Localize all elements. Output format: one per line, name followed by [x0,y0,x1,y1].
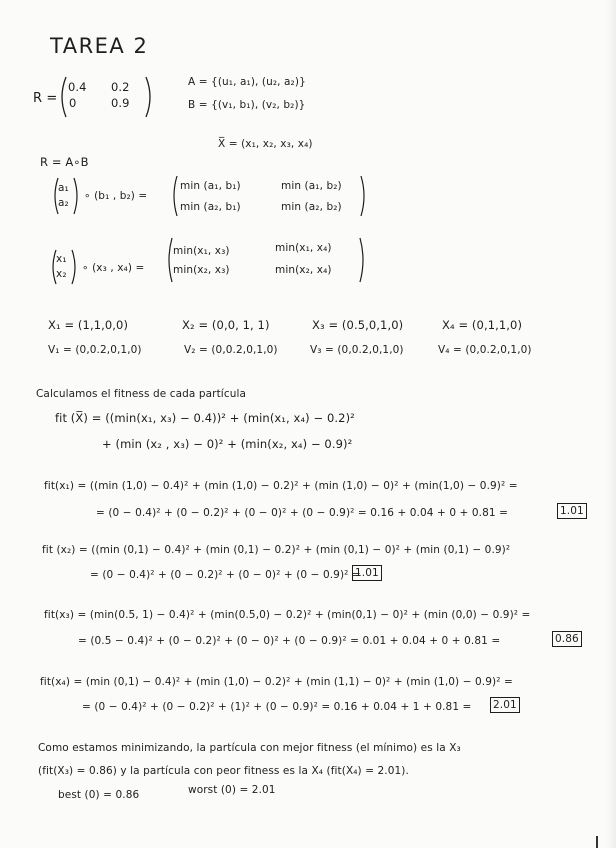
fit-x1-line1: fit(x₁) = ((min (1,0) − 0.4)² + (min (1,0) − 0.2)² + (min (1,0) − 0)² + (min(1,0) − 0.9)² = [44,480,518,492]
particle-x3: X₃ = (0.5,0,1,0) [312,318,404,332]
matrix1-cell: min (a₂, b₁) [180,201,241,213]
matrix-r-cell: 0 [69,96,77,110]
matrix2-cell: min(x₂, x₄) [275,264,332,276]
matrix-r-cell: 0.9 [111,96,130,110]
composition-op2: ∘ (x₃ , x₄) = [82,262,145,274]
conclusion-line1: Como estamos minimizando, la partícula con mejor fitness (el mínimo) es la X₃ [38,742,461,754]
lhs1-top: a₁ [58,182,69,194]
fitness-intro: Calculamos el fitness de cada partícula [36,388,246,400]
fit-x2-result: 1.01 [352,565,382,581]
particle-v3: V₃ = (0,0.2,0,1,0) [310,344,404,356]
particle-v1: V₁ = (0,0.2,0,1,0) [48,344,142,356]
page-margin-mark [596,836,598,848]
lhs1-bottom: a₂ [58,197,69,209]
fit-x4-line1: fit(x₄) = (min (0,1) − 0.4)² + (min (1,0) − 0.2)² + (min (1,1) − 0)² + (min (1,0) − 0.9)² = [40,676,513,688]
particle-x4: X₄ = (0,1,1,0) [442,318,523,332]
lhs2-bottom: x₂ [56,268,67,280]
fit-x4-result: 2.01 [490,697,520,713]
set-a: A = {(u₁, a₁), (u₂, a₂)} [188,76,306,88]
matrix1-cell: min (a₁, b₂) [281,180,342,192]
fit-x2-line2: = (0 − 0.4)² + (0 − 0.2)² + (0 − 0)² + (0 − 0.9)² = [90,569,361,581]
fit-x3-line2: = (0.5 − 0.4)² + (0 − 0.2)² + (0 − 0)² + (0 − 0.9)² = 0.01 + 0.04 + 0 + 0.81 = [78,635,501,647]
particle-v4: V₄ = (0,0.2,0,1,0) [438,344,532,356]
matrix2-cell: min(x₁, x₄) [275,242,332,254]
matrix-r-cell: 0.2 [111,80,130,94]
conclusion-line2: (fit(X₃) = 0.86) y la partícula con peor fitness es la X₄ (fit(X₄) = 2.01). [38,765,409,777]
fitness-formula-line2: + (min (x₂ , x₃) − 0)² + (min(x₂, x₄) − 0.9)² [102,437,353,451]
page-edge-shadow [606,0,616,848]
fit-x4-line2: = (0 − 0.4)² + (0 − 0.2)² + (1)² + (0 − 0.9)² = 0.16 + 0.04 + 1 + 0.81 = [82,701,472,713]
particle-x1: X₁ = (1,1,0,0) [48,318,129,332]
fit-x2-line1: fit (x₂) = ((min (0,1) − 0.4)² + (min (0,1) − 0.2)² + (min (0,1) − 0)² + (min (0,1) − 0.9)² [42,544,511,556]
fitness-formula-line1: fit (X̅) = ((min(x₁, x₃) − 0.4))² + (min(x₁, x₄) − 0.2)² [55,411,355,425]
particle-v2: V₂ = (0,0.2,0,1,0) [184,344,278,356]
matrix2-cell: min(x₂, x₃) [173,264,230,276]
best-value: best (0) = 0.86 [58,789,140,801]
fit-x1-line2: = (0 − 0.4)² + (0 − 0.2)² + (0 − 0)² + (0 − 0.9)² = 0.16 + 0.04 + 0 + 0.81 = [96,507,508,519]
lhs2-top: x₁ [56,253,67,265]
matrix1-cell: min (a₂, b₂) [281,201,342,213]
matrix1-cell: min (a₁, b₁) [180,180,241,192]
fit-x3-result: 0.86 [552,631,582,647]
vector-x: X̅ = (x₁, x₂, x₃, x₄) [218,138,313,150]
set-b: B = {(v₁, b₁), (v₂, b₂)} [188,99,306,111]
worst-value: worst (0) = 2.01 [188,784,276,796]
page-title: TAREA 2 [50,34,149,58]
composition-heading: R = A∘B [40,155,89,169]
fit-x1-result: 1.01 [557,503,587,519]
matrix-r-cell: 0.4 [68,80,87,94]
matrix2-cell: min(x₁, x₃) [173,245,230,257]
fit-x3-line1: fit(x₃) = (min(0.5, 1) − 0.4)² + (min(0.5,0) − 0.2)² + (min(0,1) − 0)² + (min (0,0) − 0.9)² = [44,609,531,621]
matrix-r-label: R = [33,91,58,106]
particle-x2: X₂ = (0,0, 1, 1) [182,318,270,332]
composition-op1: ∘ (b₁ , b₂) = [84,190,148,202]
